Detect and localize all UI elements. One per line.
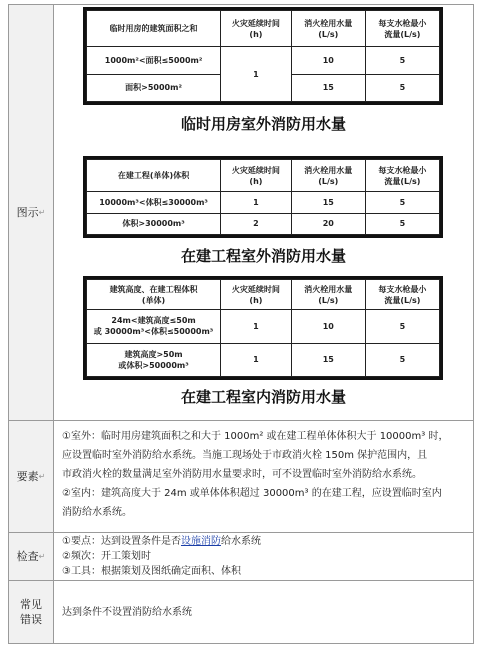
table1-cell-1-2: 15 (291, 74, 365, 102)
table1-header-3: 每支水枪最小 流量(L/s) (365, 11, 439, 47)
table2-cell-0-2: 15 (291, 192, 365, 214)
table-building-indoor (83, 276, 443, 380)
table1-cell-0-3: 5 (365, 47, 439, 75)
table3-cell-1-2: 15 (291, 343, 365, 377)
table3-cell-0-3: 5 (365, 310, 439, 344)
check-item-1-suffix: 给水系统 (220, 536, 261, 547)
table3-cell-1-0: 建筑高度>50m 或体积>50000m³ (87, 343, 221, 377)
check-item-3: ③工具：根据策划及图纸确定面积、体积 (62, 566, 241, 577)
check-item-1-prefix: ①要点：达到设置条件是否 (62, 536, 181, 547)
table3-cell-1-3: 5 (365, 343, 439, 377)
diagram-row (9, 5, 473, 420)
check-item-1-link[interactable]: 设施消防 (180, 536, 221, 547)
table3-cell-1-1: 1 (221, 343, 292, 377)
table2-cell-0-1: 1 (221, 192, 292, 214)
elements-content (54, 421, 473, 532)
table2-caption: 在建工程室外消防用水量 (180, 247, 346, 265)
elements-line: ②室内：建筑高度大于 24m 或单体体积超过 30000m³ 的在建工程，应设置临时室内 (62, 488, 442, 499)
diagram-label-text: 图示 (16, 206, 39, 219)
table1-header-0: 临时用房的建筑面积之和 (87, 11, 221, 47)
elements-line: 应设置临时室外消防给水系统。当施工现场处于市政消火栓 150m 保护范围内，且 (62, 450, 428, 461)
table2-cell-0-0: 10000m³<体积≤30000m³ (87, 192, 221, 214)
diagram-content (54, 5, 473, 420)
elements-line: ①室外：临时用房建筑面积之和大于 1000m² 或在建工程单体体积大于 10000m³ 时， (62, 431, 449, 442)
table3-header-3: 每支水枪最小 流量(L/s) (365, 280, 439, 310)
table3-header-2: 消火栓用水量 (L/s) (291, 280, 365, 310)
table2-cell-0-3: 5 (365, 192, 439, 214)
table-temporary-outdoor (83, 7, 443, 105)
table1-cell-0-2: 10 (291, 47, 365, 75)
table2-header-0: 在建工程(单体)体积 (87, 160, 221, 192)
table2-header-3: 每支水枪最小 流量(L/s) (365, 160, 439, 192)
errors-text: 达到条件不设置消防给水系统 (62, 607, 192, 618)
table-temporary-outdoor-grid (86, 10, 440, 102)
elements-line: 市政消火栓的数量满足室外消防用水量要求时，可不设置临时室外消防给水系统。 (62, 469, 422, 480)
return-mark: ↵ (38, 472, 46, 481)
errors-label (9, 581, 54, 643)
table3-header-0: 建筑高度、在建工程体积 (单体) (87, 280, 221, 310)
elements-line: 消防给水系统。 (62, 507, 132, 518)
return-mark: ↵ (38, 208, 46, 217)
table1-header-2: 消火栓用水量 (L/s) (291, 11, 365, 47)
elements-label (9, 421, 54, 532)
check-text (62, 534, 467, 579)
table1-caption: 临时用房室外消防用水量 (180, 115, 346, 133)
table1-cell-1-3: 5 (365, 74, 439, 102)
table2-cell-1-2: 20 (291, 213, 365, 235)
errors-row (9, 580, 473, 643)
check-row (9, 532, 473, 580)
table-building-outdoor (83, 156, 443, 238)
elements-row (9, 420, 473, 532)
table1-header-1: 火灾延续时间 (h) (221, 11, 292, 47)
return-mark: ↵ (38, 552, 46, 561)
table2-cell-1-0: 体积>30000m³ (87, 213, 221, 235)
table3-cell-0-1: 1 (221, 310, 292, 344)
table3-cell-0-0: 24m<建筑高度≤50m 或 30000m³<体积≤50000m³ (87, 310, 221, 344)
check-label-text: 检查 (16, 550, 39, 563)
table3-cell-0-2: 10 (291, 310, 365, 344)
table-building-outdoor-grid (86, 159, 440, 235)
table1-cell-0-1: 1 (221, 47, 292, 102)
table2-cell-1-1: 2 (221, 213, 292, 235)
table1-cell-0-0: 1000m²<面积≤5000m² (87, 47, 221, 75)
table2-header-1: 火灾延续时间 (h) (221, 160, 292, 192)
check-item-1 (62, 534, 467, 549)
elements-label-text: 要素 (16, 470, 39, 483)
elements-text (62, 427, 467, 522)
errors-label-text-1: 常见 (20, 598, 42, 611)
errors-content (54, 581, 473, 643)
errors-label-text-2: 错误 (20, 613, 42, 626)
specification-table (8, 4, 474, 644)
check-item-2: ②频次：开工策划时 (62, 551, 151, 562)
check-content (54, 533, 473, 580)
diagram-label (9, 5, 54, 420)
table2-header-2: 消火栓用水量 (L/s) (291, 160, 365, 192)
table3-header-1: 火灾延续时间 (h) (221, 280, 292, 310)
table1-cell-1-0: 面积>5000m² (87, 74, 221, 102)
table-building-indoor-grid (86, 279, 440, 377)
table2-cell-1-3: 5 (365, 213, 439, 235)
table3-caption: 在建工程室内消防用水量 (180, 388, 346, 406)
check-label (9, 533, 54, 580)
